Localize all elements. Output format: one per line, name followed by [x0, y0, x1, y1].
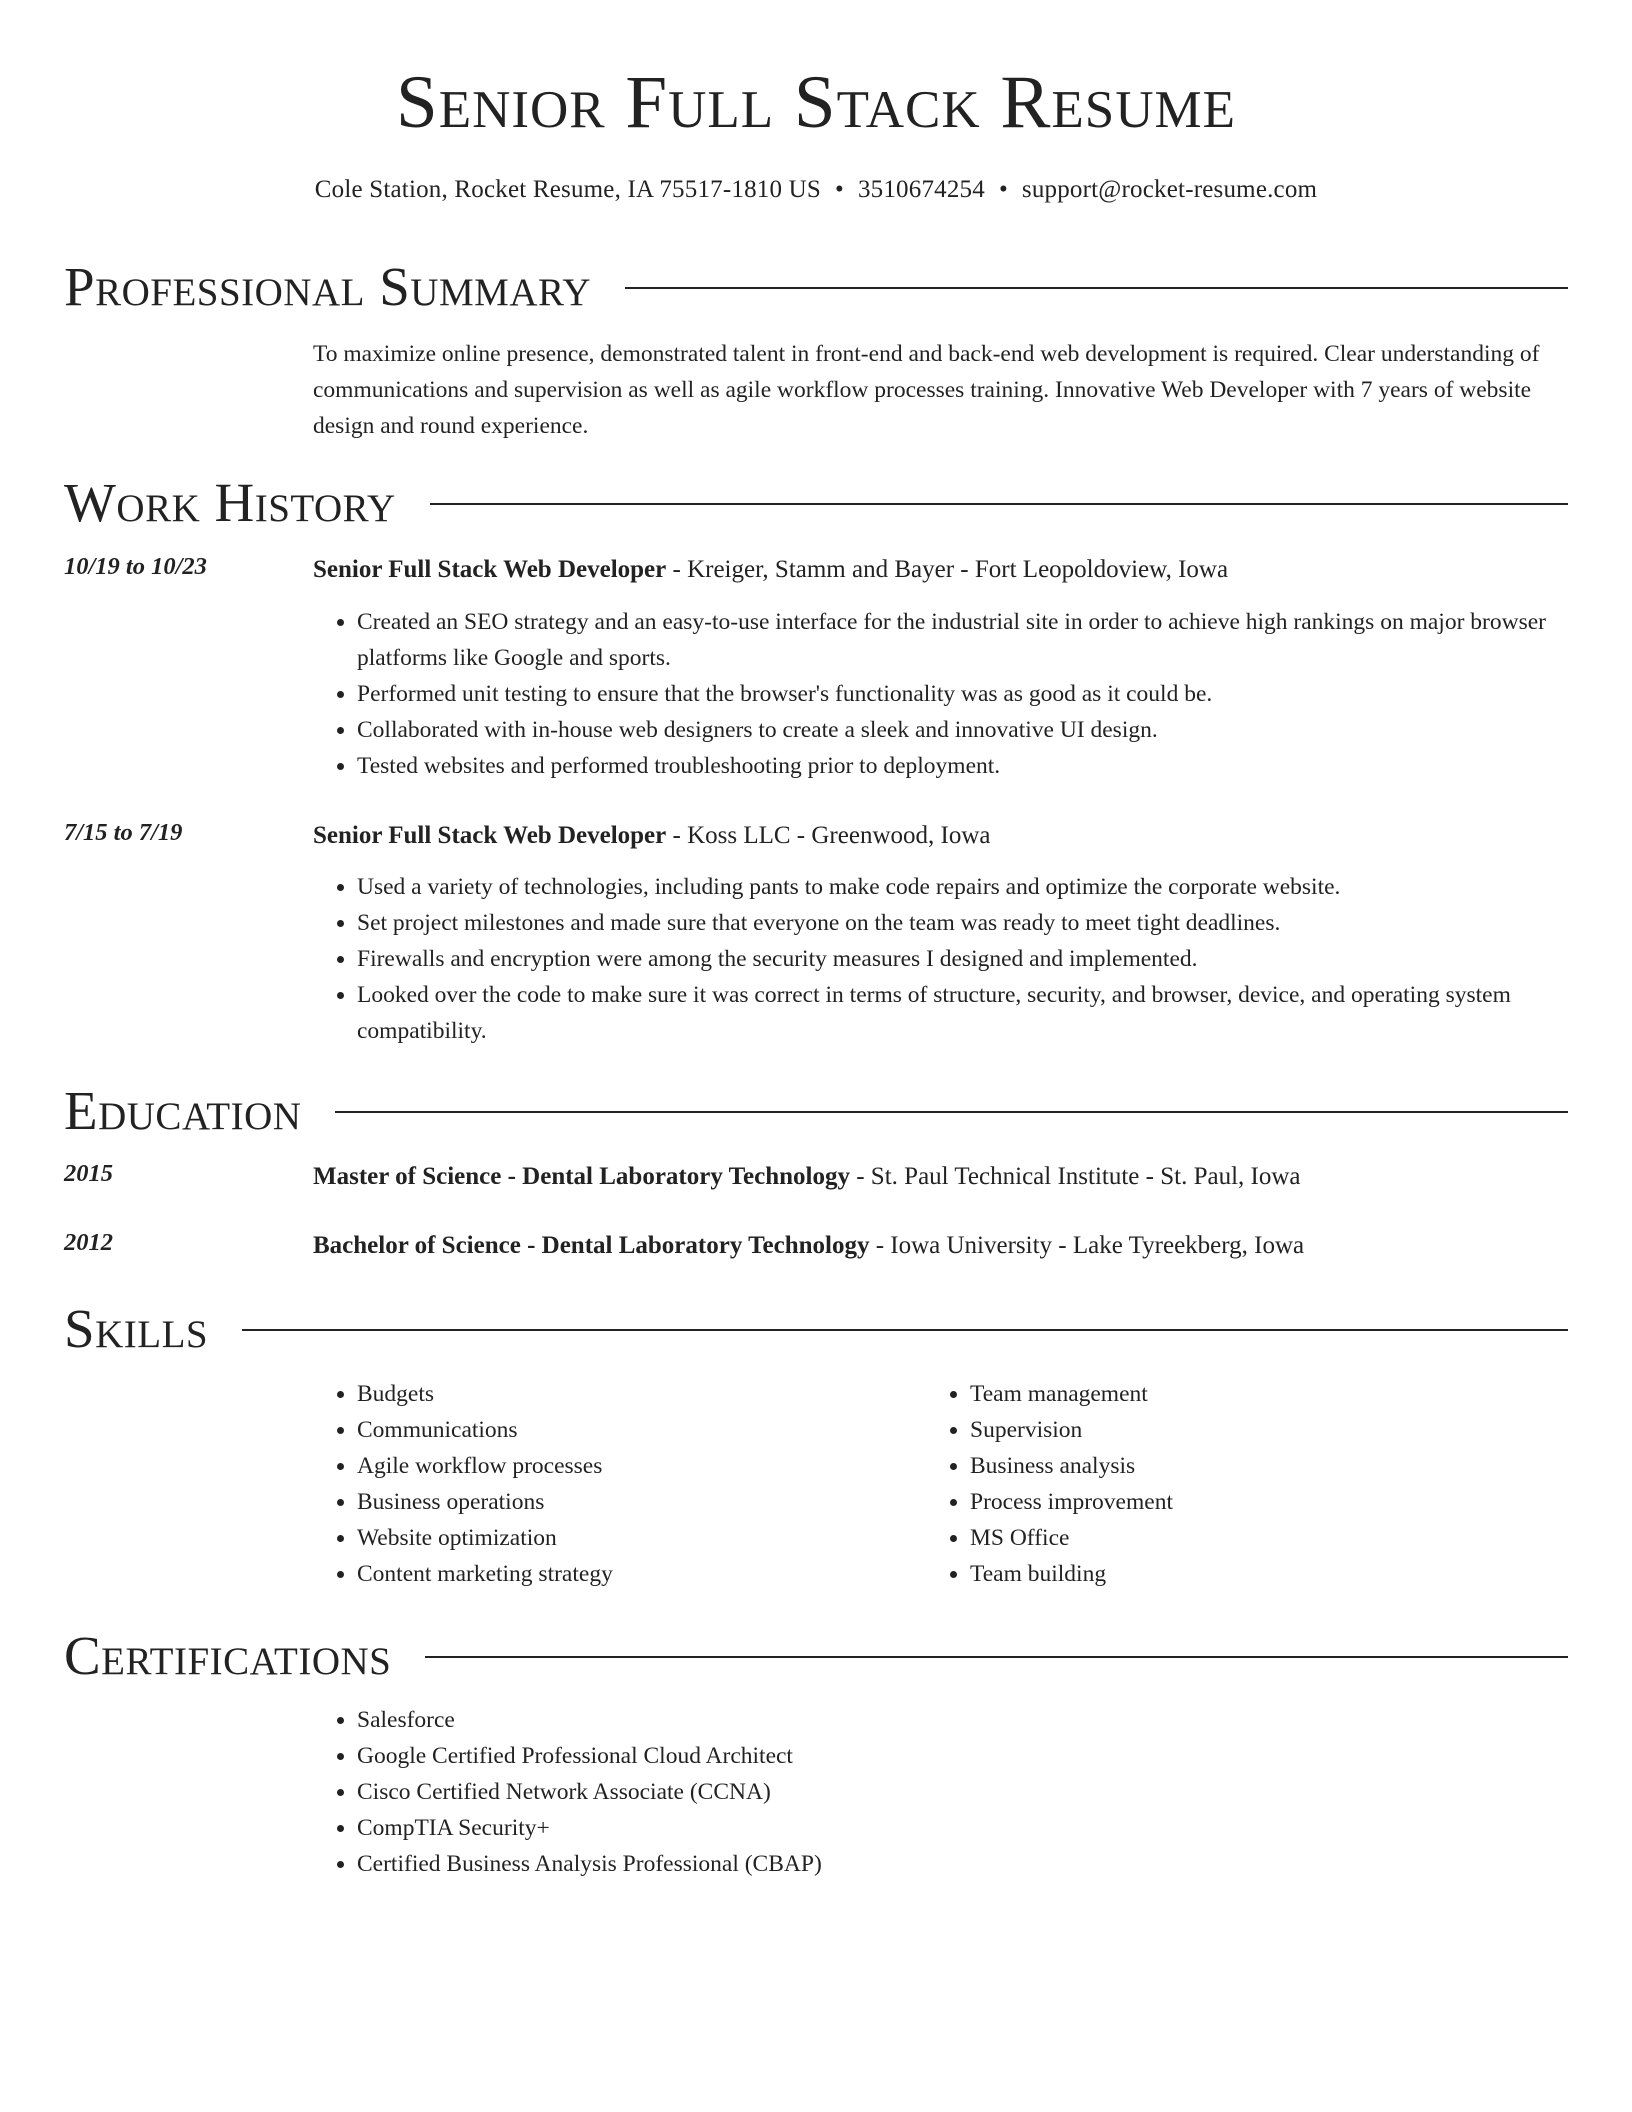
- summary-text: To maximize online presence, demonstrated talent in front-end and back-end web development is required. Clear understanding of communications and supervision as well as agile workflow processes training. Innovative Web Developer with 7 years of website design and round experience.: [313, 341, 1540, 439]
- list-item: • Website optimization: [357, 1520, 873, 1556]
- list-item: • Team building: [970, 1556, 1486, 1592]
- section-divider: [242, 1329, 1568, 1331]
- list-item: • Collaborated with in-house web designers to create a sleek and innovative UI design.: [357, 712, 1568, 748]
- job-title-line: [313, 552, 1568, 588]
- contact-phone: 3510674254: [857, 176, 985, 203]
- list-item: • MS Office: [970, 1520, 1486, 1556]
- education-line: [313, 1228, 1568, 1264]
- work-heading: Work History: [64, 472, 396, 533]
- job-bullets: [313, 604, 1568, 784]
- job-title: Senior Full Stack Web Developer: [313, 822, 667, 849]
- education-year: 2015: [64, 1160, 113, 1187]
- contact-email: support@rocket-resume.com: [1021, 176, 1318, 203]
- list-item: • Process improvement: [970, 1484, 1486, 1520]
- education-year: 2012: [64, 1229, 113, 1256]
- section-divider: [625, 287, 1568, 289]
- list-item: • Content marketing strategy: [357, 1556, 873, 1592]
- certifications-list: [313, 1702, 1568, 1882]
- list-item: • Looked over the code to make sure it was correct in terms of structure, security, and browser, device, and operating system compatibility.: [357, 977, 1568, 1049]
- job-details: - Kreiger, Stamm and Bayer - Fort Leopoldoview, Iowa: [666, 556, 1229, 583]
- separator-dot: •: [835, 176, 844, 203]
- list-item: • Tested websites and performed troubleshooting prior to deployment.: [357, 748, 1568, 784]
- certifications-heading: Certifications: [64, 1625, 392, 1686]
- list-item: • Business operations: [357, 1484, 873, 1520]
- separator-dot: •: [998, 176, 1008, 203]
- degree-name: Master of Science - Dental Laboratory Technology: [313, 1163, 850, 1190]
- education-section-header: [64, 1081, 1568, 1141]
- list-item: • Communications: [357, 1412, 873, 1448]
- school-details: - Iowa University - Lake Tyreekberg, Iowa: [869, 1232, 1305, 1259]
- contact-line: [0, 176, 1632, 204]
- list-item: • Agile workflow processes: [357, 1448, 873, 1484]
- list-item: • Performed unit testing to ensure that the browser's functionality was as good as it could be.: [357, 676, 1568, 712]
- skills-section-header: [64, 1299, 1568, 1359]
- skills-right-column: [926, 1376, 1486, 1592]
- list-item: • Business analysis: [970, 1448, 1486, 1484]
- list-item: • CompTIA Security+: [357, 1810, 1568, 1846]
- education-heading: Education: [64, 1080, 302, 1141]
- education-line: [313, 1159, 1568, 1195]
- job-details: - Koss LLC - Greenwood, Iowa: [666, 822, 991, 849]
- list-item: • Firewalls and encryption were among the security measures I designed and implemented.: [357, 941, 1568, 977]
- list-item: • Team management: [970, 1376, 1486, 1412]
- job-title-line: [313, 818, 1568, 854]
- contact-address: Cole Station, Rocket Resume, IA 75517-1810 US: [314, 176, 821, 203]
- degree-name: Bachelor of Science - Dental Laboratory Technology: [313, 1232, 870, 1259]
- skills-left-column: [313, 1376, 873, 1592]
- list-item: • Budgets: [357, 1376, 873, 1412]
- skills-heading: Skills: [64, 1298, 209, 1359]
- job-dates: 10/19 to 10/23: [64, 553, 207, 580]
- summary-heading: Professional Summary: [64, 256, 592, 317]
- job-title: Senior Full Stack Web Developer: [313, 556, 667, 583]
- school-details: - St. Paul Technical Institute - St. Paul, Iowa: [849, 1163, 1301, 1190]
- work-section-header: [64, 473, 1568, 533]
- list-item: • Google Certified Professional Cloud Architect: [357, 1738, 1568, 1774]
- list-item: • Salesforce: [357, 1702, 1568, 1738]
- list-item: • Cisco Certified Network Associate (CCNA): [357, 1774, 1568, 1810]
- certifications-section-header: [64, 1626, 1568, 1686]
- list-item: • Supervision: [970, 1412, 1486, 1448]
- job-dates: 7/15 to 7/19: [64, 819, 183, 846]
- resume-title: Senior Full Stack Resume: [395, 61, 1236, 144]
- list-item: • Certified Business Analysis Professional (CBAP): [357, 1846, 1568, 1882]
- list-item: • Used a variety of technologies, including pants to make code repairs and optimize the corporate website.: [357, 869, 1568, 905]
- list-item: • Created an SEO strategy and an easy-to-use interface for the industrial site in order to achieve high rankings on major browser platforms like Google and sports.: [357, 604, 1568, 676]
- section-divider: [425, 1656, 1568, 1658]
- section-divider: [430, 503, 1568, 505]
- list-item: • Set project milestones and made sure that everyone on the team was ready to meet tight deadlines.: [357, 905, 1568, 941]
- summary-section-header: [64, 257, 1568, 317]
- section-divider: [335, 1111, 1568, 1113]
- job-bullets: [313, 869, 1568, 1049]
